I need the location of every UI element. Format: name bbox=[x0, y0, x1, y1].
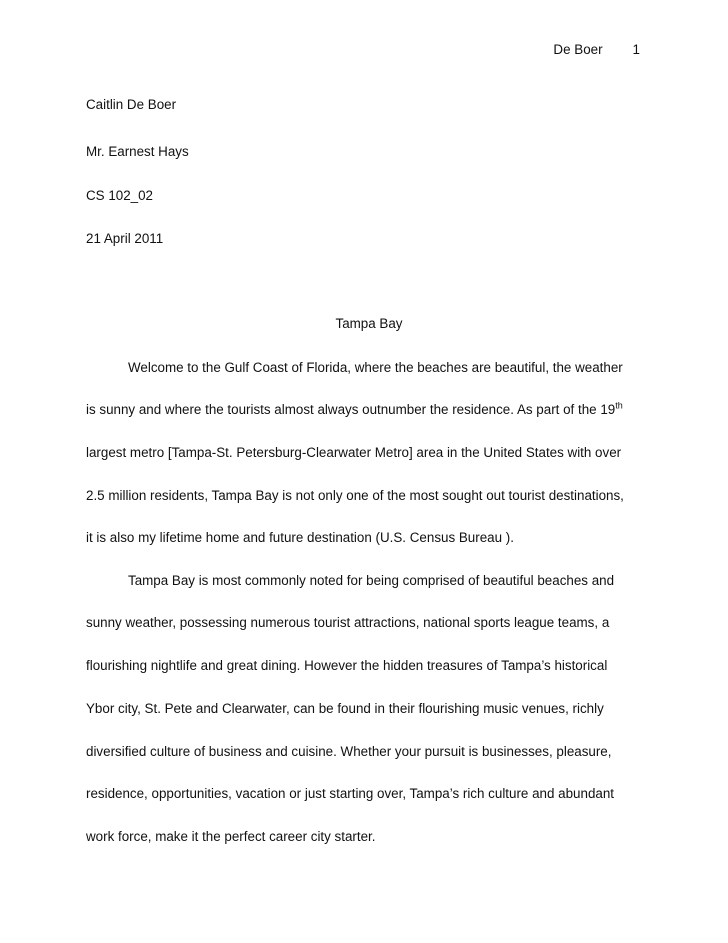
course-code: CS 102_02 bbox=[86, 188, 154, 203]
paragraph-2-line-6: residence, opportunities, vacation or just starting over, Tampa’s rich culture and abundant bbox=[86, 786, 614, 801]
paragraph-1-line-2 bbox=[86, 402, 623, 417]
paragraph-1-line-3: largest metro [Tampa-St. Petersburg-Clearwater Metro] area in the United States with over bbox=[86, 445, 622, 460]
paragraph-2-line-3: flourishing nightlife and great dining. However the hidden treasures of Tampa’s historical bbox=[86, 658, 608, 673]
paragraph-2-line-5: diversified culture of business and cuisine. Whether your pursuit is businesses, pleasure, bbox=[86, 744, 612, 759]
paragraph-1-line-1: Welcome to the Gulf Coast of Florida, where the beaches are beautiful, the weather bbox=[128, 360, 623, 375]
ordinal-suffix: th bbox=[615, 400, 623, 411]
header-author: De Boer bbox=[553, 42, 603, 57]
paragraph-2-line-4: Ybor city, St. Pete and Clearwater, can be found in their flourishing music venues, richly bbox=[86, 701, 604, 716]
paragraph-2-line-7: work force, make it the perfect career city starter. bbox=[86, 829, 376, 844]
running-header bbox=[553, 42, 640, 57]
student-name: Caitlin De Boer bbox=[86, 97, 177, 112]
page-number: 1 bbox=[632, 42, 640, 57]
essay-title: Tampa Bay bbox=[335, 316, 403, 331]
essay-date: 21 April 2011 bbox=[86, 231, 164, 246]
paragraph-2-line-2: sunny weather, possessing numerous tourist attractions, national sports league teams, a bbox=[86, 615, 610, 630]
paragraph-1-line-2-text: is sunny and where the tourists almost always outnumber the residence. As part of the 19 bbox=[86, 402, 616, 417]
paragraph-2-line-1: Tampa Bay is most commonly noted for being comprised of beautiful beaches and bbox=[128, 573, 615, 588]
paragraph-1-line-5: it is also my lifetime home and future destination (U.S. Census Bureau ). bbox=[86, 530, 514, 545]
paragraph-1-line-4: 2.5 million residents, Tampa Bay is not only one of the most sought out tourist destinations, bbox=[86, 488, 624, 503]
instructor-name: Mr. Earnest Hays bbox=[86, 144, 189, 159]
